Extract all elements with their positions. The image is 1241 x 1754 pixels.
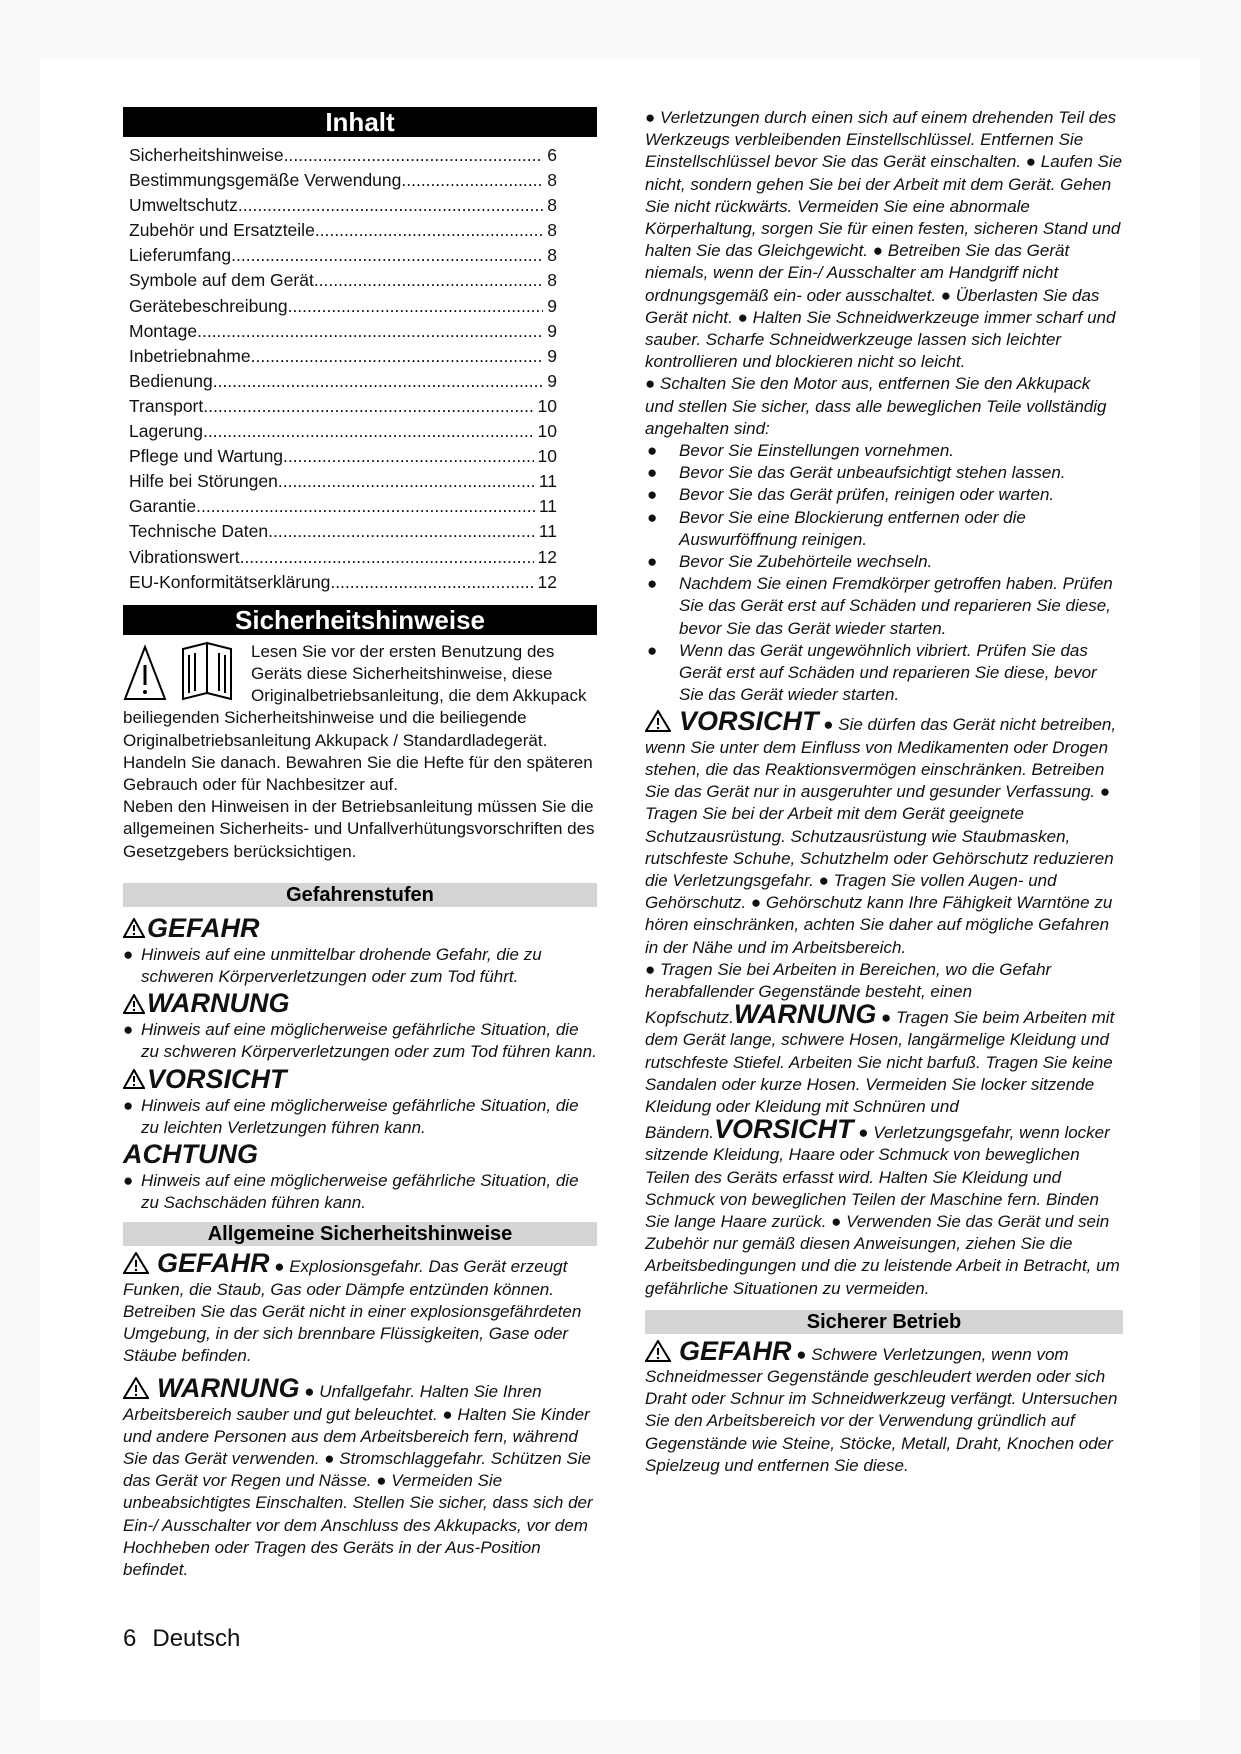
footer-language: Deutsch: [152, 1625, 241, 1652]
toc-entry-page: 8: [547, 270, 557, 291]
toc-entry-page: 12: [537, 571, 557, 592]
toc-leader-dots: [284, 143, 544, 168]
list-item: ● Bevor Sie Einstellungen vornehmen.: [645, 440, 1123, 462]
toc-entry-page: 9: [547, 345, 557, 366]
vorsicht-keyword: VORSICHT: [679, 706, 819, 737]
toc-entry-page: 10: [537, 421, 557, 442]
left-column: [123, 107, 597, 1581]
page-footer: [123, 1625, 256, 1653]
list-item-text: Bevor Sie Einstellungen vornehmen.: [679, 441, 954, 461]
warning-triangle-icon: [123, 918, 145, 938]
warning-triangle-icon: [123, 1252, 149, 1274]
toc-entry-title: EU-Konformitätserklärung: [129, 571, 331, 592]
toc-leader-dots: [278, 469, 535, 494]
gefahr-text: Explosionsgefahr. Das Gerät erzeugt Funken, die Staub, Gas oder Dämpfe entzünden können. Betreiben Sie das Gerät nicht in einer explosionsgefährdeten Umgebung, in der sich brennbare Flüssigkeiten, Gase oder Stäube befinden.: [123, 1257, 582, 1366]
toc-entry-page: 10: [537, 446, 557, 467]
toc-entry[interactable]: [123, 344, 597, 369]
toc-entry[interactable]: [123, 243, 597, 268]
toc-entry[interactable]: [123, 143, 597, 168]
toc-leader-dots: [283, 444, 534, 469]
list-item-text: Bevor Sie eine Blockierung entfernen oder die Auswurföffnung reinigen.: [679, 507, 1026, 549]
warning-triangle-icon: [123, 994, 145, 1014]
toc-entry-page: 12: [537, 546, 557, 567]
toc-entry-title: Inbetriebnahme: [129, 345, 251, 366]
toc-entry-title: Gerätebeschreibung: [129, 295, 288, 316]
toc-entry-page: 8: [547, 220, 557, 241]
general-gefahr: GEFAHR ● Explosionsgefahr. Das Gerät erzeugt Funken, die Staub, Gas oder Dämpfe entzünden können. Betreiben Sie das Gerät nicht in einer explosionsgefährdeten Umgebung, in der sich brennbare Flüssigkeiten, Gase oder Stäube befinden.: [123, 1248, 582, 1366]
toc-entry[interactable]: [123, 419, 597, 444]
hazard-level-name: VORSICHT: [147, 1063, 287, 1094]
warnung-text: Unfallgefahr. Halten Sie Ihren Arbeitsbereich sauber und gut beleuchtet. ● Halten Sie Kinder und andere Personen aus dem Arbeitsbereich fern, während Sie das Gerät verwenden. ● Stromschlaggefahr. Schützen Sie das Gerät vor Regen und Nässe. ● Vermeiden Sie unbeabsichtigtes Einschalten. Stellen Sie sicher, dass sich der Ein-/ Ausschalter vor dem Anschluss des Akkupacks, vor dem Hochheben oder Tragen des Geräts in der Aus-Position befindet.: [123, 1382, 593, 1579]
page-number: 6: [123, 1625, 137, 1652]
toc-leader-dots: [203, 394, 533, 419]
hazard-level-name: WARNUNG: [147, 988, 290, 1019]
hazard-level-text: Hinweis auf eine möglicherweise gefährliche Situation, die zu leichten Verletzungen führen kann.: [141, 1095, 579, 1137]
toc-entry-page: 10: [537, 395, 557, 416]
right-para-1: ● Verletzungen durch einen sich auf einem drehenden Teil des Werkzeugs verbleibenden Einstellschlüssel. Entfernen Sie Einstellschlüssel bevor Sie das Gerät einschalten. ● Laufen Sie nicht, sondern gehen Sie bei der Arbeit mit dem Gerät. Gehen Sie nicht rückwärts. Vermeiden Sie eine abnormale Körperhaltung, sorgen Sie für einen festen, sicheren Stand und halten Sie das Gleichgewicht. ● Betreiben Sie das Gerät niemals, wenn der Ein-/ Ausschalter am Handgriff nicht ordnungsgemäß ein- oder ausschaltet. ● Überlasten Sie das Gerät nicht. ● Halten Sie Schneidwerkzeuge immer scharf und sauber. Scharfe Schneidwerkzeuge lassen sich leichter kontrollieren und blockieren nicht so leicht.: [645, 108, 1123, 372]
warning-manual-icon: [123, 641, 249, 707]
vorsicht-text: Sie dürfen das Gerät nicht betreiben, wenn Sie unter dem Einfluss von Medikamenten oder Drogen stehen, die das Reaktionsvermögen einschränken. Betreiben Sie das Gerät nur in ausgeruhter und gesunder Verfassung. ● Tragen Sie bei der Arbeit mit dem Gerät geeignete Schutzausrüstung. Schutzausrüstung wie Staubmasken, rutschfeste Schuhe, Schutzhelm oder Gehörschutz reduzieren die Verletzungsgefahr. ● Tragen Sie vollen Augen- und Gehörschutz. ● Gehörschutz kann Ihre Fähigkeit Warntöne zu hören einschränken, achten Sie daher auf mögliche Gefahren in der Nähe und im Arbeitsbereich.: [645, 715, 1117, 957]
toc-entry-title: Technische Daten: [129, 521, 269, 542]
list-item: ● Bevor Sie eine Blockierung entfernen oder die Auswurföffnung reinigen.: [645, 507, 1123, 551]
toc-entry-page: 6: [547, 145, 557, 165]
general-warnung: WARNUNG ● Unfallgefahr. Halten Sie Ihren Arbeitsbereich sauber und gut beleuchtet. ● Halten Sie Kinder und andere Personen aus dem Arbeitsbereich fern, während Sie das Gerät verwenden. ● Stromschlaggefahr. Schützen Sie das Gerät vor Regen und Nässe. ● Vermeiden Sie unbeabsichtigtes Einschalten. Stellen Sie sicher, dass sich der Ein-/ Ausschalter vor dem Anschluss des Akkupacks, vor dem Hochheben oder Tragen des Geräts in der Aus-Position befindet.: [123, 1373, 593, 1579]
toc-entry[interactable]: [123, 469, 597, 494]
toc-entry-page: 11: [538, 471, 557, 492]
hazard-level-text: Hinweis auf eine möglicherweise gefährliche Situation, die zu schweren Körperverletzungen oder zum Tod führen kann.: [141, 1020, 597, 1062]
toc-entry-title: Sicherheitshinweise: [129, 145, 284, 165]
hazard-level-description: ● Hinweis auf eine möglicherweise gefährliche Situation, die zu schweren Körperverletzungen oder zum Tod führen kann.: [123, 1020, 597, 1062]
toc-entry-title: Pflege und Wartung: [129, 446, 284, 467]
toc-leader-dots: [314, 268, 543, 293]
toc-entry[interactable]: [123, 294, 597, 319]
list-item-text: Bevor Sie das Gerät unbeaufsichtigt stehen lassen.: [679, 463, 1066, 483]
warnung-keyword: WARNUNG: [733, 999, 877, 1030]
list-item-text: Bevor Sie das Gerät prüfen, reinigen oder warten.: [679, 485, 1055, 505]
vorsicht-text: Verletzungsgefahr, wenn locker sitzende Kleidung, Haare oder Schmuck von beweglichen Teilen des Geräts erfasst wird. Halten Sie Kleidung und Schmuck von beweglichen Teilen der Maschine fern. Binden Sie lange Haare zurück. ● Verwenden Sie das Gerät und sein Zubehör nur gemäß diesen Anweisungen, ziehen Sie die Arbeitsbedingungen und die zu leistende Arbeit in Betracht, um gefährliche Situationen zu vermeiden.: [645, 1123, 1120, 1298]
list-item: ● Wenn das Gerät ungewöhnlich vibriert. Prüfen Sie das Gerät erst auf Schäden und reparieren Sie diese, bevor Sie das Gerät wieder starten.: [645, 640, 1123, 707]
toc-leader-dots: [240, 545, 534, 570]
hazard-level-description: ● Hinweis auf eine unmittelbar drohende Gefahr, die zu schweren Körperverletzungen oder zum Tod führt.: [123, 944, 542, 986]
toc-entry-title: Lagerung: [129, 421, 203, 442]
toc-entry-page: 11: [538, 496, 557, 517]
list-item: ● Bevor Sie Zubehörteile wechseln.: [645, 551, 1123, 573]
toc-entry[interactable]: [123, 545, 597, 570]
right-column: [645, 107, 1123, 1477]
toc-entry-page: 11: [538, 521, 557, 542]
list-item-text: Wenn das Gerät ungewöhnlich vibriert. Prüfen Sie das Gerät erst auf Schäden und reparieren Sie diese, bevor Sie das Gerät wieder starten.: [679, 640, 1097, 705]
toc-title: Inhalt: [123, 107, 597, 137]
toc-leader-dots: [196, 494, 535, 519]
right-gefahr: GEFAHR ● Schwere Verletzungen, wenn vom Schneidmesser Gegenstände geschleudert werden oder sich Draht oder Schnur im Schneidwerkzeug verfängt. Untersuchen Sie den Arbeitsbereich vor der Verwendung gründlich auf Gegenstände wie Steine, Stöcke, Metall, Draht, Knochen oder Spielzeug und entfernen Sie diese.: [645, 1335, 1118, 1475]
toc-entry-title: Transport: [129, 395, 204, 416]
hazard-level-description: ● Hinweis auf eine möglicherweise gefährliche Situation, die zu leichten Verletzungen führen kann.: [123, 1095, 579, 1137]
toc-entry[interactable]: [123, 218, 597, 243]
toc-entry-title: Zubehör und Ersatzteile: [129, 220, 315, 241]
toc-leader-dots: [213, 369, 544, 394]
toc-entry[interactable]: [123, 444, 597, 469]
kopfschutz-text: ● Tragen Sie bei Arbeiten in Bereichen, wo die Gefahr herabfallender Gegenstände besteht, einen Kopfschutz.: [645, 959, 1052, 1028]
hazard-level-name: GEFAHR: [147, 912, 260, 943]
toc-leader-dots: [231, 243, 543, 268]
hazard-level-name: ACHTUNG: [123, 1138, 258, 1169]
toc-entry[interactable]: [123, 168, 597, 193]
toc-entry-page: 9: [547, 370, 557, 391]
toc-leader-dots: [288, 294, 544, 319]
right-para-2: ● Schalten Sie den Motor aus, entfernen Sie den Akkupack und stellen Sie sicher, dass alle beweglichen Teile vollständig angehalten sind:: [645, 374, 1107, 438]
toc-entry-title: Bedienung: [129, 370, 213, 391]
gefahr-text: Schwere Verletzungen, wenn vom Schneidmesser Gegenstände geschleudert werden oder sich Draht oder Schnur im Schneidwerkzeug verfängt. Untersuchen Sie den Arbeitsbereich vor der Verwendung gründlich auf Gegenstände wie Steine, Stöcke, Metall, Draht, Knochen oder Spielzeug und entfernen Sie diese.: [645, 1344, 1118, 1475]
right-para-3: ● Tragen Sie bei Arbeiten in Bereichen, wo die Gefahr herabfallender Gegenstände besteht, einen Kopfschutz.WARNUNG ● Tragen Sie beim Arbeiten mit dem Gerät lange, schwere Hosen, langärmelige Kleidung und rutschfeste Stiefel. Arbeiten Sie nicht barfuß. Tragen Sie keine Sandalen oder kurze Hosen. Vermeiden Sie locker sitzende Kleidung oder Kleidung mit Schnüren und Bändern.VORSICHT ● Verletzungsgefahr, wenn locker sitzende Kleidung, Haare oder Schmuck von beweglichen Teilen des Geräts erfasst wird. Halten Sie Kleidung und Schmuck von beweglichen Teilen der Maschine fern. Binden Sie lange Haare zurück. ● Verwenden Sie das Gerät und sein Zubehör nur gemäß diesen Anweisungen, ziehen Sie die Arbeitsbedingungen und die zu leistende Arbeit in Betracht, um gefährliche Situationen zu vermeiden.: [645, 959, 1120, 1298]
toc-entry-title: Lieferumfang: [129, 245, 232, 266]
warning-triangle-icon: [645, 1340, 671, 1362]
general-title: Allgemeine Sicherheitshinweise: [123, 1222, 597, 1246]
toc-entry-page: 8: [547, 170, 557, 191]
hazard-level-heading: [123, 913, 597, 944]
toc-entry-title: Garantie: [129, 496, 197, 517]
toc-leader-dots: [238, 193, 543, 218]
toc-entry-page: 9: [547, 295, 557, 316]
toc-entry-page: 9: [547, 320, 557, 341]
hazard-level-heading: [123, 988, 597, 1019]
toc-entry[interactable]: [123, 570, 597, 595]
warnung-text: Tragen Sie beim Arbeiten mit dem Gerät lange, schwere Hosen, langärmelige Kleidung und rutschfeste Stiefel. Arbeiten Sie nicht barfuß. Tragen Sie keine Sandalen oder kurze Hosen. Vermeiden Sie locker sitzende Kleidung oder Kleidung mit Schnüren und Bändern.: [645, 1008, 1115, 1143]
hazard-level-text: Hinweis auf eine möglicherweise gefährliche Situation, die zu Sachschäden führen kann.: [141, 1170, 579, 1213]
list-item: ● Bevor Sie das Gerät unbeaufsichtigt stehen lassen.: [645, 462, 1123, 484]
list-item: ● Nachdem Sie einen Fremdkörper getroffen haben. Prüfen Sie das Gerät erst auf Schäden und reparieren Sie diese, bevor Sie das Gerät wieder starten.: [645, 573, 1123, 640]
list-item-text: Bevor Sie Zubehörteile wechseln.: [679, 552, 933, 572]
list-item-text: Nachdem Sie einen Fremdkörper getroffen haben. Prüfen Sie das Gerät erst auf Schäden und reparieren Sie diese, bevor Sie das Gerät wieder starten.: [679, 574, 1113, 638]
vorsicht-keyword: VORSICHT: [714, 1114, 854, 1145]
toc-entry-title: Vibrationswert: [129, 546, 240, 567]
toc-leader-dots: [401, 168, 543, 193]
toc-entry[interactable]: [123, 494, 597, 519]
gefahr-keyword: GEFAHR: [679, 1335, 792, 1366]
hazard-level-heading: [123, 1139, 597, 1170]
toc-entry-title: Bestimmungsgemäße Verwendung: [129, 170, 402, 191]
toc-entry-title: Symbole auf dem Gerät: [129, 270, 314, 291]
safety-intro-2: Neben den Hinweisen in der Betriebsanleitung müssen Sie die allgemeinen Sicherheits- und Unfallverhütungsvorschriften des Gesetzgebers berücksichtigen.: [123, 797, 595, 861]
warning-triangle-icon: [123, 1377, 149, 1399]
toc-entry[interactable]: [123, 394, 597, 419]
toc-entry[interactable]: [123, 193, 597, 218]
toc-list: [123, 143, 597, 595]
toc-entry-page: 8: [547, 245, 557, 266]
gefahr-keyword: GEFAHR: [157, 1248, 270, 1279]
right-bullet-list: [645, 440, 1123, 706]
toc-entry[interactable]: [123, 369, 597, 394]
toc-leader-dots: [251, 344, 544, 369]
list-item: ● Bevor Sie das Gerät prüfen, reinigen oder warten.: [645, 484, 1123, 506]
toc-leader-dots: [315, 218, 543, 243]
toc-leader-dots: [268, 519, 535, 544]
warnung-keyword: WARNUNG: [157, 1373, 300, 1404]
safety-intro-text: Lesen Sie vor der ersten Benutzung des Geräts diese Sicherheitshinweise, diese Originalbetriebsanleitung, die dem Akkupack beiliegenden Sicherheitshinweise und die beiliegende Originalbetriebsanleitung Akkupack / Standardladegerät. Handeln Sie danach. Bewahren Sie die Hefte für den späteren Gebrauch oder für Nachbesitzer auf.: [123, 641, 593, 794]
safety-intro: [123, 641, 597, 796]
toc-entry[interactable]: [123, 268, 597, 293]
warning-triangle-icon: [645, 710, 671, 732]
warning-triangle-icon: [123, 1069, 145, 1089]
levels-list: [123, 913, 597, 1215]
sicherer-betrieb-title: Sicherer Betrieb: [645, 1310, 1123, 1334]
right-vorsicht: VORSICHT ● Sie dürfen das Gerät nicht betreiben, wenn Sie unter dem Einfluss von Medikamenten oder Drogen stehen, die das Reaktionsvermögen einschränken. Betreiben Sie das Gerät nur in ausgeruhter und gesunder Verfassung. ● Tragen Sie bei der Arbeit mit dem Gerät geeignete Schutzausrüstung. Schutzausrüstung wie Staubmasken, rutschfeste Schuhe, Schutzhelm oder Gehörschutz reduzieren die Verletzungsgefahr. ● Tragen Sie vollen Augen- und Gehörschutz. ● Gehörschutz kann Ihre Fähigkeit Warntöne zu hören einschränken, achten Sie daher auf mögliche Gefahren in der Nähe und im Arbeitsbereich.: [645, 706, 1117, 957]
toc-entry-title: Montage: [129, 320, 198, 341]
toc-entry[interactable]: [123, 519, 597, 544]
toc-entry-title: Umweltschutz: [129, 195, 238, 216]
toc-entry-page: 8: [547, 195, 557, 216]
hazard-level-text: Hinweis auf eine unmittelbar drohende Gefahr, die zu schweren Körperverletzungen oder zum Tod führt.: [141, 944, 542, 986]
toc-leader-dots: [330, 570, 533, 595]
safety-title: Sicherheitshinweise: [123, 605, 597, 635]
toc-entry[interactable]: [123, 319, 597, 344]
hazard-level-heading: [123, 1064, 597, 1095]
toc-entry-title: Hilfe bei Störungen: [129, 471, 278, 492]
toc-leader-dots: [197, 319, 543, 344]
toc-leader-dots: [203, 419, 534, 444]
hazard-level-description: ● Hinweis auf eine möglicherweise gefährliche Situation, die zu Sachschäden führen kann.: [123, 1170, 579, 1213]
levels-title: Gefahrenstufen: [123, 883, 597, 907]
